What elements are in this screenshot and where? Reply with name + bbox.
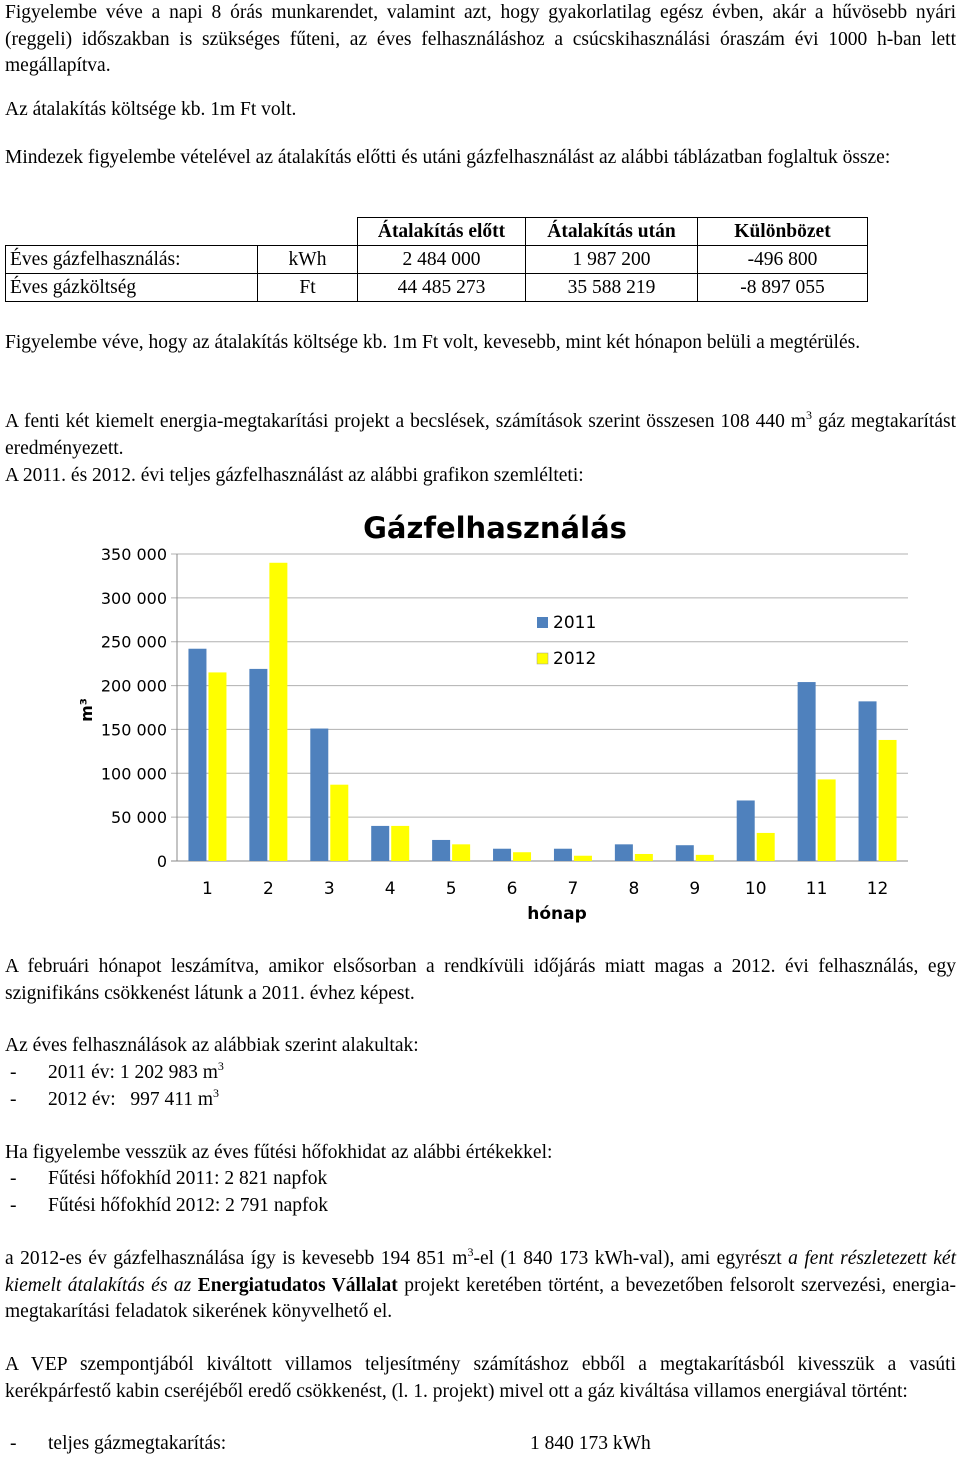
bar-2012-month-12: [879, 740, 897, 861]
row-unit: kWh: [258, 246, 358, 274]
table-header-diff: Különbözet: [698, 218, 868, 246]
row-after: 1 987 200: [526, 246, 698, 274]
chart-bars: [188, 563, 896, 861]
intro-paragraph-3: Mindezek figyelembe vételével az átalakítás előtti és utáni gázfelhasználást az alábbi táblázatban foglaltuk össze:: [5, 147, 891, 168]
x-tick-label: 8: [628, 879, 640, 899]
x-tick-label: 12: [866, 879, 889, 899]
y-tick-label: 100 000: [100, 764, 167, 784]
list-item: - Fűtési hőfokhíd 2011: 2 821 napfok: [10, 1168, 328, 1189]
y-tick-label: 0: [156, 852, 167, 871]
table-row: [6, 246, 868, 274]
x-tick-label: 2: [262, 879, 274, 899]
annual-usage-list: [5, 1060, 956, 1113]
y-tick-label: 150 000: [100, 720, 167, 740]
x-tick-label: 11: [805, 879, 828, 899]
y-tick-label: 350 000: [100, 545, 167, 564]
bar-2011-month-11: [798, 682, 816, 861]
x-tick-label: 9: [689, 879, 701, 899]
y-tick-label: 250 000: [100, 632, 167, 652]
y-axis-label: m³: [77, 698, 96, 722]
list-item: - 2012 év: 997 411 $m^3$: [10, 1085, 220, 1110]
bar-2011-month-9: [676, 845, 694, 861]
bar-2011-month-2: [249, 669, 267, 861]
bar-2011-month-4: [371, 826, 389, 861]
total-savings-value: 1 840 173 kWh: [530, 1433, 651, 1454]
row-before: 2 484 000: [358, 246, 526, 274]
chart-legend: [537, 613, 596, 669]
x-tick-label: 1: [202, 879, 213, 899]
y-tick-label: 50 000: [111, 808, 167, 828]
y-tick-label: 200 000: [100, 676, 167, 696]
bar-2012-month-10: [757, 833, 775, 861]
y-axis-ticks: [101, 545, 167, 871]
row-label: Éves gázköltség: [6, 274, 258, 302]
intro-paragraph-1: Figyelembe véve a napi 8 órás munkarendet, valamint azt, hogy gyakorlatilag egész évben, akár a hűvösebb nyári (reggeli) időszakban is szükséges fűteni, az éves felhasználáshoz a csúcskihasználási óraszám évi 1000 h-ban lett megállapítva.: [5, 2, 956, 76]
list-item: - 2011 év: 1 202 983 $m^3$: [10, 1059, 224, 1083]
row-unit: Ft: [258, 274, 358, 302]
bar-2012-month-3: [330, 785, 348, 861]
x-tick-label: 5: [445, 879, 457, 899]
bar-2012-month-6: [513, 852, 531, 861]
bar-2011-month-12: [859, 701, 877, 861]
savings-text-a: A fenti két kiemelt energia-megtakarítási projekt a becslések, számítások szerint összesen 108 440 m: [5, 411, 806, 432]
bar-2011-month-3: [310, 729, 328, 861]
chart-title: Gázfelhasználás: [363, 511, 627, 545]
payback-paragraph: Figyelembe véve, hogy az átalakítás költsége kb. 1m Ft volt, kevesebb, mint két hónapon belüli a megtérülés.: [5, 332, 861, 353]
legend-swatch-2011: [537, 617, 548, 628]
legend-label-2011: 2011: [553, 613, 597, 633]
degree-day-list: [5, 1166, 956, 1219]
bar-2012-month-8: [635, 854, 653, 861]
x-tick-label: 4: [384, 879, 396, 899]
table-row: [6, 274, 868, 302]
chart-intro-paragraph: A 2011. és 2012. évi teljes gázfelhasználást az alábbi grafikon szemlélteti:: [5, 465, 584, 486]
row-diff: -496 800: [698, 246, 868, 274]
bar-2011-month-8: [615, 844, 633, 861]
bar-2011-month-1: [188, 649, 206, 861]
degree-day-intro: Ha figyelembe vesszük az éves fűtési hőfokhidat az alábbi értékekkel:: [5, 1142, 553, 1163]
y-tick-label: 300 000: [100, 588, 167, 608]
row-after: 35 588 219: [526, 274, 698, 302]
legend-label-2012: 2012: [553, 649, 597, 669]
savings-text-b: gáz megtakarítást eredményezett.: [5, 411, 956, 459]
vep-paragraph: A VEP szempontjából kiváltott villamos teljesítmény számításhoz ebből a megtakarításból kivesszük a vasúti kerékpárfestő kabin cseréjéből eredő csökkenést, (l. 1. projekt) mivel ott a gáz kiváltása villamos energiával történt:: [5, 1354, 956, 1402]
row-diff: -8 897 055: [698, 274, 868, 302]
row-label: Éves gázfelhasználás:: [6, 246, 258, 274]
annual-usage-intro: Az éves felhasználások az alábbiak szerint alakultak:: [5, 1035, 419, 1056]
bar-2011-month-5: [432, 840, 450, 861]
gas-cost-table: [5, 217, 868, 302]
x-tick-label: 10: [744, 879, 767, 899]
gas-usage-chart: [65, 505, 915, 925]
savings-sup: 3: [805, 408, 812, 422]
x-tick-label: 6: [506, 879, 518, 899]
bar-2011-month-7: [554, 849, 572, 861]
bar-2011-month-10: [737, 800, 755, 861]
table-header-row: [6, 218, 868, 246]
intro-paragraph-2: Az átalakítás költsége kb. 1m Ft volt.: [5, 99, 297, 120]
list-item: - Fűtési hőfokhíd 2012: 2 791 napfok: [10, 1194, 329, 1216]
bar-2012-month-7: [574, 856, 592, 861]
conclusion-paragraph: a 2012-es év gázfelhasználása így is kevesebb 194 851 $m^3-el$ (1 840 173 kWh-val), ami egyrészt a fent részletezett két kiemelt átalakítás és az Energiatudatos Vállalat projekt keretében történt, a bevezetőben felsorolt szervezési, energia-megtakarítási feladatok sikerének könyvelhető el.: [5, 1245, 956, 1322]
bar-2012-month-9: [696, 855, 714, 861]
legend-swatch-2012: [537, 653, 548, 664]
bar-2012-month-4: [391, 826, 409, 861]
x-tick-label: 3: [323, 879, 335, 899]
bar-2012-month-5: [452, 844, 470, 861]
row-before: 44 485 273: [358, 274, 526, 302]
table-header-before: Átalakítás előtt: [358, 218, 526, 246]
bar-2012-month-11: [818, 779, 836, 861]
analysis-paragraph: A februári hónapot leszámítva, amikor elsősorban a rendkívüli időjárás miatt magas a 2012. évi felhasználás, egy szignifikáns csökkenést látunk a 2011. évhez képest.: [5, 956, 956, 1004]
bar-2012-month-1: [208, 672, 226, 861]
x-axis-ticks: [202, 879, 888, 899]
bar-2012-month-2: [269, 563, 287, 861]
savings-paragraph: [5, 409, 956, 462]
x-axis-label: hónap: [527, 904, 587, 924]
total-savings-label: teljes gázmegtakarítás:: [48, 1433, 227, 1454]
table-header-after: Átalakítás után: [526, 218, 698, 246]
x-tick-label: 7: [567, 879, 579, 899]
bar-2011-month-6: [493, 849, 511, 861]
